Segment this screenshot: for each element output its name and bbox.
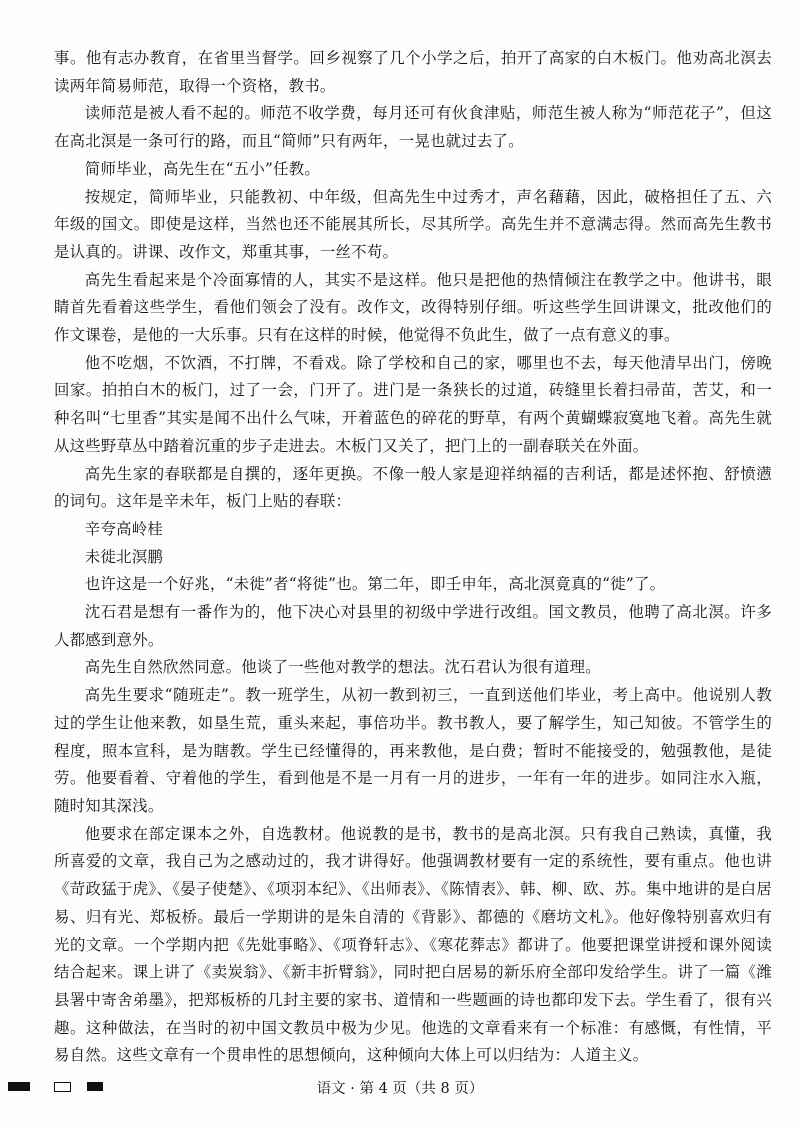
paragraph: 按规定，简师毕业，只能教初、中年级，但高先生中过秀才，声名藉藉，因此，破格担任了五、六年级的国文。即使是这样，当然也还不能展其所长，尽其所学。高先生并不意满志得。然而高先生教书是认真的。讲课、改作文，郑重其事，一丝不苟。 <box>54 187 772 261</box>
paragraph: 沈石君是想有一番作为的，他下决心对县里的初级中学进行改组。国文教员，他聘了高北溟。许多人都感到意外。 <box>54 603 772 649</box>
paragraph: 简师毕业，高先生在“五小”任教。 <box>84 159 321 178</box>
page-number-label: 语文 · 第 4 页（共 8 页） <box>316 1081 484 1097</box>
paragraph: 高先生自然欣然同意。他谈了一些他对教学的想法。沈石君认为很有道理。 <box>84 658 601 677</box>
paragraph: 读师范是被人看不起的。师范不收学费，每月还可有伙食津贴，师范生被人称为“师范花子”，但这在高北溟是一条可行的路，而且“简师”只有两年，一晃也就过去了。 <box>54 104 772 151</box>
paragraph: 高先生家的春联都是自撰的，逐年更换。不像一般人家是迎祥纳福的吉利话，都是述怀抱、舒愤懑的词句。这年是辛未年，板门上贴的春联： <box>54 464 772 511</box>
paragraph: 事。他有志办教育，在省里当督学。回乡视察了几个小学之后，拍开了高家的白木板门。他劝高北溟去读两年简易师范，取得一个资格，教书。 <box>54 49 772 95</box>
paragraph: 他不吃烟，不饮酒，不打牌，不看戏。除了学校和自己的家，哪里也不去，每天他清早出门，傍晚回家。拍拍白木的板门，过了一会，门开了。进门是一条狭长的过道，砖缝里长着扫帚苗，苦艾，和一种名叫“七里香”其实是闻不出什么气味，开着蓝色的碎花的野草，有两个黄蝴蝶寂寞地飞着。高先生就从这些野草丛中踏着沉重的步子走进去。木板门又关了，把门上的一副春联关在外面。 <box>54 353 772 455</box>
paragraph: 他要求在部定课本之外，自选教材。他说教的是书，教书的是高北溟。只有我自己熟读，真懂，我所喜爱的文章，我自己为之感动过的，我才讲得好。他强调教材要有一定的系统性，要有重点。他也讲《苛政猛于虎》、《晏子使楚》、《项羽本纪》、《出师表》、《陈情表》、韩、柳、欧、苏。集中地讲的是白居易、归有光、郑板桥。最后一学期讲的是朱自清的《背影》、都德的《磨坊文札》。他好像特别喜欢归有光的文章。一个学期内把《先妣事略》、《项脊轩志》、《寒花葬志》都讲了。他要把课堂讲授和课外阅读结合起来。课上讲了《卖炭翁》、《新丰折臂翁》，同时把白居易的新乐府全部印发给学生。讲了一篇《潍县署中寄舍弟墨》，把郑板桥的几封主要的家书、道情和一些题画的诗也都印发下去。学生看了，很有兴趣。这种做法，在当时的初中国文教员中极为少见。他选的文章看来有一个标准：有感慨，有性情，平易自然。这些文章有一个贯串性的思想倾向，这种倾向大体上可以归结为：人道主义。 <box>54 824 772 1065</box>
paragraph: 也许这是一个好兆，“未徙”者“将徙”也。第二年，即壬申年，高北溟竟真的“徙”了。 <box>84 575 666 594</box>
paragraph: 辛夸高岭桂 <box>84 519 164 538</box>
passage-body <box>54 45 772 1070</box>
paragraph: 高先生要求“随班走”。教一班学生，从初一教到初三，一直到送他们毕业，考上高中。他说别人教过的学生让他来教，如垦生荒，重头来起，事倍功半。教书教人，要了解学生，知己知彼。不管学生的程度，照本宣科，是为瞎教。学生已经懂得的，再来教他，是白费；暂时不能接受的，勉强教他，是徒劳。他要看着、守着他的学生，看到他是不是一月有一月的进步，一年有一年的进步。如同注水入瓶，随时知其深浅。 <box>54 686 772 815</box>
paragraph: 高先生看起来是个冷面寡情的人，其实不是这样。他只是把他的热情倾注在教学之中。他讲书，眼睛首先看着这些学生，看他们领会了没有。改作文，改得特别仔细。听这些学生回讲课文，批改他们的作文课卷，是他的一大乐事。只有在这样的时候，他觉得不负此生，做了一点有意义的事。 <box>54 270 772 345</box>
page-footer <box>0 1075 800 1099</box>
paragraph: 未徙北溟鹏 <box>84 547 164 566</box>
